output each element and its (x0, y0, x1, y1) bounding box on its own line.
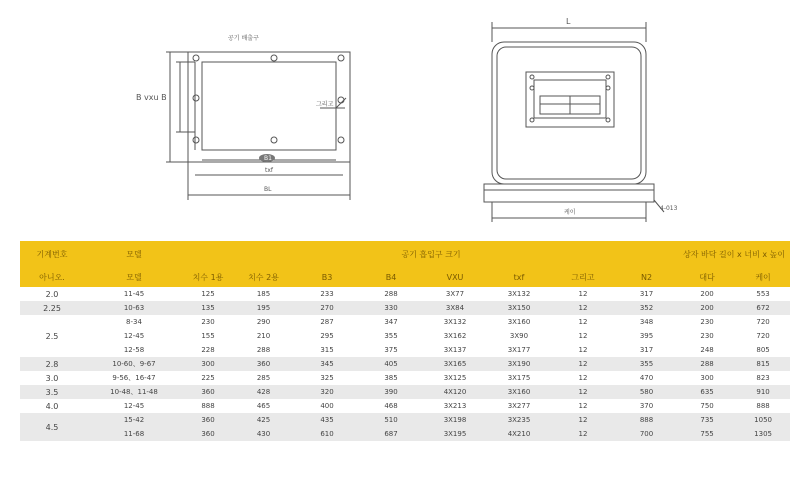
dimension-cell (359, 413, 423, 441)
dimension-value: 295 (320, 332, 334, 340)
dimension-value: 12 (578, 388, 588, 396)
dimension-value: 3X137 (443, 346, 467, 354)
dimension-cell (423, 413, 487, 441)
dimension-value: 12 (578, 416, 588, 424)
table-row (20, 385, 790, 399)
dimension-cell (232, 385, 295, 399)
mount-holes-label: 4-013 (660, 205, 678, 212)
dimension-value: 230 (700, 318, 714, 326)
dimension-value: 12 (578, 360, 588, 368)
dimension-value: 405 (384, 360, 398, 368)
dimension-cell (295, 357, 359, 371)
model-value: 10-48、11-48 (110, 388, 158, 396)
dimension-cell (359, 357, 423, 371)
dimension-cell (423, 315, 487, 357)
dimension-value: 635 (700, 388, 714, 396)
dimension-cell (295, 413, 359, 441)
dimension-value: 12 (578, 332, 588, 340)
dimension-cell (359, 399, 423, 413)
table-row (20, 301, 790, 315)
dimension-value: 750 (700, 402, 714, 410)
dimension-cell (615, 287, 678, 301)
dimension-value: 425 (256, 416, 271, 424)
dimension-cell (615, 357, 678, 371)
dimension-header: 그리고 (551, 267, 615, 287)
width-label: L (566, 17, 571, 26)
machine-no-header: 기계번호 (20, 241, 84, 267)
dimension-value: 553 (756, 290, 770, 298)
dimension-cell (184, 287, 232, 301)
dimension-value: 400 (320, 402, 334, 410)
dimension-cell (678, 287, 736, 301)
model-value: 11-68 (123, 430, 145, 438)
dimension-header: N2 (615, 267, 678, 287)
dimension-value: 230 (700, 332, 714, 340)
dimension-value: 4X210 (507, 430, 531, 438)
dimension-cell (551, 315, 615, 357)
flange-front-view (166, 52, 350, 200)
dimension-cell (359, 371, 423, 385)
model-cell (84, 413, 184, 441)
dimension-cell (736, 371, 790, 385)
dimension-cell (184, 301, 232, 315)
txf-label: txf (265, 167, 274, 174)
dimension-cell (678, 385, 736, 399)
dimension-value: 325 (320, 374, 334, 382)
dimension-value: 3X195 (443, 430, 467, 438)
dimension-cell (678, 413, 736, 441)
dimension-cell (487, 301, 551, 315)
dimension-cell (232, 357, 295, 371)
dimension-cell (423, 371, 487, 385)
dimension-cell (736, 357, 790, 371)
dimension-value: 390 (384, 388, 398, 396)
spec-table-body (20, 287, 790, 441)
dimension-value: 580 (639, 388, 654, 396)
dimension-value: 735 (700, 416, 714, 424)
dimension-value: 317 (639, 346, 654, 354)
dimension-value: 225 (201, 374, 215, 382)
dimension-header: 치수 1용 (184, 267, 232, 287)
dimension-value: 360 (201, 388, 215, 396)
dimension-cell (423, 287, 487, 301)
bl-label: BL (264, 186, 272, 193)
dimension-cell (359, 287, 423, 301)
dimension-cell (184, 357, 232, 371)
dimension-value: 385 (384, 374, 398, 382)
dimension-value: 470 (639, 374, 654, 382)
technical-drawings (0, 0, 800, 240)
dimension-cell (551, 357, 615, 371)
dimension-value: 3X198 (443, 416, 467, 424)
dimension-cell (423, 399, 487, 413)
dimension-value: 233 (320, 290, 334, 298)
dimension-cell (359, 315, 423, 357)
dimension-header: 케이 (736, 267, 790, 287)
b1-label: B1 (264, 155, 272, 162)
dimension-value: 468 (384, 402, 398, 410)
dimension-value: 3X125 (443, 374, 467, 382)
dimension-cell (736, 287, 790, 301)
dimension-cell (232, 301, 295, 315)
dimension-header: 치수 2용 (232, 267, 295, 287)
dimension-cell (487, 287, 551, 301)
dimension-cell (232, 315, 295, 357)
dimension-value: 347 (384, 318, 398, 326)
model-value: 12-45 (123, 402, 145, 410)
dimension-value: 610 (320, 430, 334, 438)
dimension-cell (184, 371, 232, 385)
dimension-value: 195 (256, 304, 271, 312)
machine-no-cell: 2.8 (20, 357, 84, 371)
dimension-cell (551, 301, 615, 315)
box-dims-header: 상자 바닥 길이 x 너비 x 높이 (678, 241, 790, 267)
dimension-header: B3 (295, 267, 359, 287)
dimension-value: 823 (756, 374, 770, 382)
dimension-cell (423, 301, 487, 315)
model-cell (84, 399, 184, 413)
model-cell (84, 287, 184, 301)
dimension-value: 435 (320, 416, 334, 424)
dimension-value: 185 (256, 290, 271, 298)
dimension-value: 3X150 (507, 304, 531, 312)
dimension-value: 3X90 (509, 332, 529, 340)
dimension-value: 720 (756, 318, 770, 326)
dimension-value: 370 (639, 402, 654, 410)
dimension-cell (736, 413, 790, 441)
dimension-value: 320 (320, 388, 334, 396)
dimension-cell (615, 371, 678, 385)
dimension-cell (184, 315, 232, 357)
dimension-cell (487, 315, 551, 357)
dimension-value: 125 (201, 290, 215, 298)
dimension-cell (487, 357, 551, 371)
dimension-value: 3X213 (443, 402, 467, 410)
spec-table-wrap (20, 241, 790, 441)
dimension-cell (678, 399, 736, 413)
dimension-cell (615, 413, 678, 441)
machine-no-cell: 2.0 (20, 287, 84, 301)
dimension-cell (232, 399, 295, 413)
dimension-header: B4 (359, 267, 423, 287)
dimension-value: 315 (320, 346, 334, 354)
dimension-value: 348 (639, 318, 654, 326)
dimension-value: 200 (700, 290, 714, 298)
dimension-value: 428 (256, 388, 271, 396)
model-cell (84, 315, 184, 357)
dimension-value: 360 (256, 360, 271, 368)
dimension-value: 3X177 (507, 346, 531, 354)
dimension-value: 300 (201, 360, 215, 368)
inlet-outlet-label: 공기 배출구 (228, 35, 259, 42)
dimension-header: 대다 (678, 267, 736, 287)
dimension-cell (678, 301, 736, 315)
dimension-value: 3X160 (507, 318, 531, 326)
dimension-cell (615, 301, 678, 315)
model-header: 모델 (84, 241, 184, 267)
dimension-value: 12 (578, 346, 588, 354)
dimension-cell (359, 385, 423, 399)
dimension-value: 288 (384, 290, 398, 298)
dimension-cell (487, 371, 551, 385)
dimension-cell (295, 315, 359, 357)
dimension-value: 290 (256, 318, 271, 326)
dimension-cell (678, 315, 736, 357)
dimension-value: 288 (700, 360, 714, 368)
dimension-value: 805 (756, 346, 770, 354)
dimension-value: 510 (384, 416, 398, 424)
dimension-value: 12 (578, 374, 588, 382)
dimension-cell (736, 385, 790, 399)
dimension-cell (487, 413, 551, 441)
dimension-cell (423, 385, 487, 399)
model-cell (84, 371, 184, 385)
dimension-value: 155 (201, 332, 215, 340)
machine-no-cell: 3.5 (20, 385, 84, 399)
model-value: 8-34 (126, 318, 142, 326)
dimension-value: 135 (201, 304, 215, 312)
side-height-label: B vxu B (136, 93, 167, 102)
dimension-value: 12 (578, 402, 588, 410)
dimension-value: 210 (256, 332, 271, 340)
dimension-value: 4X120 (443, 388, 467, 396)
machine-no-subheader: 아니오. (20, 267, 84, 287)
dimension-value: 300 (700, 374, 714, 382)
dimension-value: 355 (384, 332, 398, 340)
dimension-value: 360 (201, 430, 215, 438)
dimension-value: 288 (256, 346, 271, 354)
bolt-hole-label: 그리고 (316, 101, 334, 108)
machine-no-cell: 3.0 (20, 371, 84, 385)
dimension-value: 12 (578, 318, 588, 326)
dimension-cell (295, 287, 359, 301)
dimension-value: 200 (700, 304, 714, 312)
table-row (20, 371, 790, 385)
dimension-cell (551, 413, 615, 441)
dimension-cell (551, 371, 615, 385)
box-label: 케이 (564, 209, 576, 216)
dimension-value: 3X235 (507, 416, 531, 424)
dimension-value: 3X162 (443, 332, 467, 340)
air-port-header: 공기 흡입구 크기 (184, 241, 678, 267)
table-row (20, 315, 790, 357)
dimension-value: 888 (201, 402, 215, 410)
dimension-value: 1305 (754, 430, 772, 438)
dimension-cell (423, 357, 487, 371)
machine-no-cell: 4.5 (20, 413, 84, 441)
dimension-cell (615, 315, 678, 357)
dimension-cell (295, 399, 359, 413)
dimension-cell (551, 399, 615, 413)
model-value: 9-56、16-47 (112, 374, 156, 382)
dimension-value: 3X132 (507, 290, 531, 298)
model-cell (84, 357, 184, 371)
dimension-value: 287 (320, 318, 334, 326)
dimension-value: 12 (578, 430, 588, 438)
machine-no-cell: 2.25 (20, 301, 84, 315)
dimension-cell (678, 371, 736, 385)
dimension-cell (359, 301, 423, 315)
dimension-cell (487, 385, 551, 399)
spec-table (20, 241, 790, 441)
dimension-cell (736, 399, 790, 413)
dimension-cell (678, 357, 736, 371)
dimension-value: 3X190 (507, 360, 531, 368)
dimension-value: 3X160 (507, 388, 531, 396)
dimension-value: 230 (201, 318, 215, 326)
dimension-value: 720 (756, 332, 770, 340)
dimension-value: 3X77 (445, 290, 465, 298)
dimension-value: 3X132 (443, 318, 467, 326)
dimension-value: 3X175 (507, 374, 531, 382)
dimension-value: 815 (756, 360, 770, 368)
dimension-value: 285 (256, 374, 271, 382)
model-value: 11-45 (123, 290, 145, 298)
dimension-cell (551, 385, 615, 399)
dimension-value: 700 (639, 430, 654, 438)
model-value: 15-42 (123, 416, 145, 424)
dimension-value: 228 (201, 346, 215, 354)
dimension-header: txf (487, 267, 551, 287)
dimension-value: 888 (756, 402, 770, 410)
machine-no-cell: 2.5 (20, 315, 84, 357)
box-side-view (484, 22, 664, 222)
drawing-canvas (0, 0, 800, 240)
dimension-value: 465 (256, 402, 271, 410)
dimension-value: 672 (756, 304, 770, 312)
dimension-header: VXU (423, 267, 487, 287)
dimension-cell (184, 413, 232, 441)
table-row (20, 413, 790, 441)
dimension-value: 910 (756, 388, 770, 396)
model-value: 12-45 (123, 332, 145, 340)
dimension-cell (232, 287, 295, 301)
dimension-cell (232, 413, 295, 441)
dimension-value: 888 (639, 416, 654, 424)
dimension-value: 375 (384, 346, 398, 354)
dimension-value: 1050 (754, 416, 772, 424)
dimension-cell (295, 301, 359, 315)
table-row (20, 287, 790, 301)
dimension-cell (736, 301, 790, 315)
dimension-value: 755 (700, 430, 714, 438)
dimension-cell (736, 315, 790, 357)
dimension-value: 3X165 (443, 360, 467, 368)
dimension-cell (615, 385, 678, 399)
dimension-value: 12 (578, 304, 588, 312)
table-row (20, 399, 790, 413)
dimension-cell (551, 287, 615, 301)
dimension-value: 3X277 (507, 402, 531, 410)
dimension-value: 430 (256, 430, 271, 438)
dimension-value: 345 (320, 360, 334, 368)
model-value: 10-60、9-67 (112, 360, 156, 368)
model-subheader: 모델 (84, 267, 184, 287)
dimension-value: 317 (639, 290, 654, 298)
dimension-cell (487, 399, 551, 413)
dimension-value: 352 (639, 304, 654, 312)
dimension-value: 330 (384, 304, 398, 312)
dimension-cell (184, 399, 232, 413)
dimension-value: 248 (700, 346, 714, 354)
table-row (20, 357, 790, 371)
dimension-cell (295, 385, 359, 399)
dimension-value: 12 (578, 290, 588, 298)
dimension-value: 395 (639, 332, 654, 340)
dimension-value: 360 (201, 416, 215, 424)
dimension-value: 687 (384, 430, 398, 438)
dimension-cell (615, 399, 678, 413)
dimension-cell (184, 385, 232, 399)
model-cell (84, 385, 184, 399)
dimension-value: 270 (320, 304, 334, 312)
machine-no-cell: 4.0 (20, 399, 84, 413)
dimension-value: 3X84 (445, 304, 465, 312)
model-cell (84, 301, 184, 315)
dimension-cell (232, 371, 295, 385)
dimension-value: 355 (639, 360, 654, 368)
model-value: 10-63 (123, 304, 145, 312)
model-value: 12-58 (123, 346, 145, 354)
dimension-cell (295, 371, 359, 385)
